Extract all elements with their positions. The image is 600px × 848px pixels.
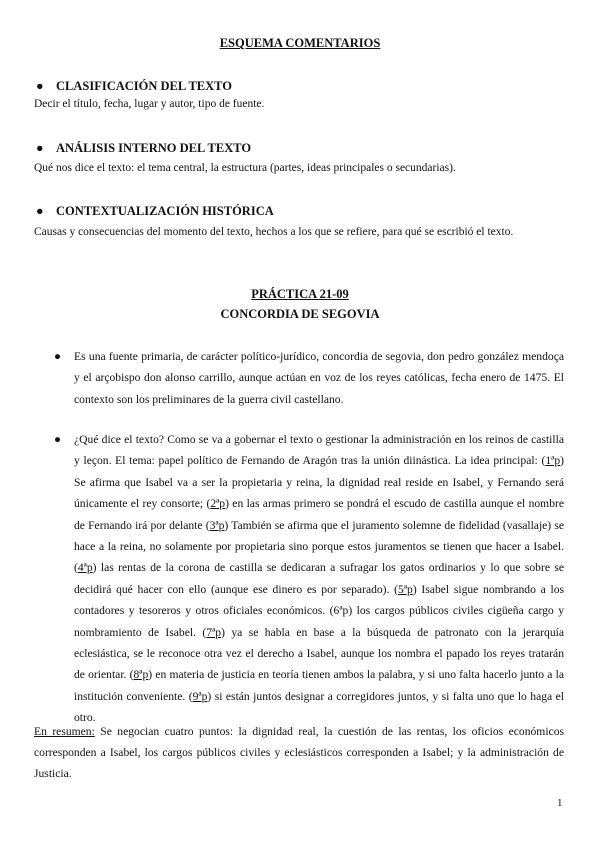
- paragraph-ref: 2ªp: [210, 497, 226, 511]
- paragraph-ref: 5ªp: [398, 582, 413, 596]
- text-fragment: ) las rentas de la corona de castilla se dedicaran a sufragar los gatos ordinarios y lo que sobre se decidirá qué hacer con ello (aunque ese dinero es por separado). (: [74, 561, 564, 596]
- text-fragment: ) Se afirma que Isabel va a ser la propietaria y reina, la dignidad real reside en Isabel, y Fernando será únicamente el rey consorte; (: [74, 454, 564, 511]
- bullet-fuente: [54, 346, 564, 410]
- paragraph-ref: 1ªp: [545, 454, 561, 468]
- paragraph-ref: 9ªp: [192, 689, 208, 703]
- text-clasificacion: Decir el título, fecha, lugar y autor, tipo de fuente.: [34, 98, 265, 110]
- text-analisis: Qué nos dice el texto: el tema central, la estructura (partes, ideas principales o secundarias).: [34, 162, 456, 174]
- bullet-icon: ●: [36, 79, 44, 93]
- paragraph-ref: 4ªp: [77, 561, 93, 575]
- heading-clasificacion-label: CLASIFICACIÓN DEL TEXTO: [56, 79, 232, 93]
- text-fragment: ) en materia de justicia en teoría tienen ambos la palabra, y si uno falta hacerlo junto a la institución conveniente. (: [74, 668, 564, 703]
- paragraph-ref: 3ªp: [209, 518, 225, 532]
- heading-contextualizacion-label: CONTEXTUALIZACIÓN HISTÓRICA: [56, 204, 274, 218]
- text-fragment: ) ya se habla en base a la búsqueda de patronato con la jerarquía eclesiástica, se le reconoce otra vez el derecho a Isabel, aunque los nombra el papado los reyes tratarán de orientar. (: [74, 625, 564, 682]
- text-fragment: ) en las armas primero se pondrá el escudo de castilla aunque el nombre de Fernando irá por delante (: [74, 497, 564, 532]
- bullet-icon: ●: [36, 204, 44, 218]
- bullet-fuente-text: Es una fuente primaria, de carácter político-jurídico, concordia de segovia, don pedro gonzález mendoça y el arçobispo don alonso carrillo, aunque actúan en voz de los reyes católicas, fecha enero de 1475. El contexto son los preliminares de la guerra civil castellano.: [74, 350, 564, 406]
- page-number: 1: [557, 797, 563, 809]
- text-fragment: ) Isabel sigue nombrando a los contadores y tesoreros y otros oficiales económicos. (6ªp) los cargos públicos civiles cigüeña cargo y nombramiento de Isabel. (: [74, 582, 564, 639]
- heading-clasificacion: [36, 79, 232, 94]
- document-title: ESQUEMA COMENTARIOS: [219, 36, 381, 50]
- bullet-icon: ●: [36, 141, 44, 155]
- heading-analisis: [36, 141, 252, 156]
- paragraph-ref: 7ªp: [206, 625, 222, 639]
- heading-analisis-label: ANÁLISIS INTERNO DEL TEXTO: [56, 141, 252, 155]
- text-contextualizacion: Causas y consecuencias del momento del texto, hechos a los que se refiere, para qué se escribió el texto.: [34, 226, 514, 238]
- bullet-que-dice: [54, 429, 564, 729]
- text-fragment: ¿Qué dice el texto? Como se va a gobernar el texto o gestionar la administración en los reinos de castilla y leçon. El tema: papel político de Fernando de Aragón tras la unión diinástica. La idea principal: (: [74, 433, 564, 468]
- practice-subtitle: CONCORDIA DE SEGOVIA: [220, 307, 380, 321]
- bullet-icon: ●: [54, 350, 62, 363]
- heading-contextualizacion: [36, 204, 274, 219]
- paragraph-ref: 8ªp: [133, 668, 149, 682]
- text-fragment: ) También se afirma que el juramento solemne de fidelidad (vasallaje) se hace a la reina, no solamente por propietaria sino porque estos juramentos se tienen que hacer a Isabel. (: [74, 518, 564, 575]
- summary-paragraph: [34, 721, 564, 784]
- summary-text: Se negocian cuatro puntos: la dignidad real, la cuestión de las rentas, los oficios económicos corresponden a Isabel, los cargos públicos civiles y eclesiásticos corresponden a Isabel; y la administración de Justicia.: [34, 725, 565, 780]
- practice-title: PRÁCTICA 21-09: [251, 287, 349, 301]
- summary-label: En resumen:: [34, 725, 95, 738]
- text-fragment: ) si están juntos designar a corregidores juntos, y si falta uno que lo haga el otro.: [74, 689, 564, 725]
- bullet-icon: ●: [54, 433, 62, 446]
